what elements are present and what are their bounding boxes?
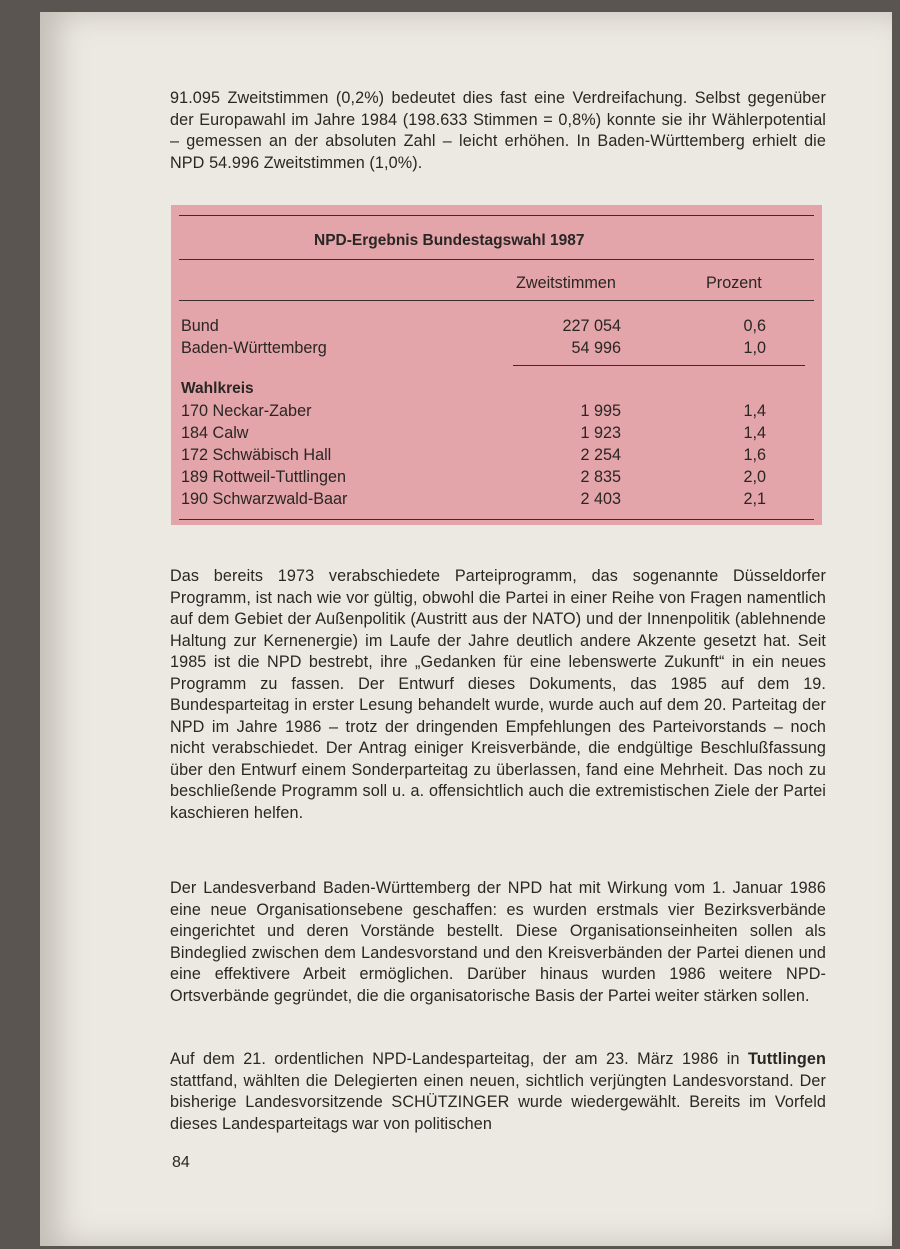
paragraph-4-end: stattfand, wählten die Delegierten einen neuen, sichtlich verjüngten Landesvorstand. Der bisherige Landesvorsitzende SCHÜTZINGER wurde wiedergewählt. Bereits im Vorfeld dieses Landesparteitags war von politischen xyxy=(170,1071,826,1133)
row-percent: 0,6 xyxy=(743,317,766,335)
results-table xyxy=(171,205,822,525)
table-title: NPD-Ergebnis Bundestagswahl 1987 xyxy=(314,232,585,249)
paragraph-2-text: Das bereits 1973 verabschiedete Parteiprogramm, das sogenannte Düsseldorfer Programm, ist nach wie vor gültig, obwohl die Partei in einer Reihe von Fragen namentlich auf dem Gebiet der Außenpolitik (Austritt aus der NATO) und der Innenpolitik (ablehnende Haltung zur Kernenergie) im Laufe der Jahre deutlich andere Akzente gesetzt hat. Seit 1985 ist die NPD bestrebt, ihre „Gedanken für eine lebenswerte Zukunft“ in ein neues Programm zu fassen. Der Entwurf dieses Dokuments, das 1985 auf dem 19. Bundesparteitag in erster Lesung behandelt wurde, wurde auch auf dem 20. Parteitag der NPD im Jahre 1986 – trotz der dringenden Empfehlungen des Parteivorstands – noch nicht verabschiedet. Der Antrag einiger Kreisverbände, die endgültige Beschlußfassung über den Entwurf einem Sonderparteitag zu überlassen, fand eine Mehrheit. Das noch zu beschließende Programm soll u. a. offensichtlich auch die extremistischen Ziele der Partei kaschieren helfen. xyxy=(170,567,826,822)
row-votes: 1 995 xyxy=(580,402,621,420)
paragraph-4 xyxy=(170,1049,826,1135)
row-votes: 54 996 xyxy=(571,339,621,357)
row-percent: 1,6 xyxy=(743,446,766,464)
paragraph-4-bold-place: Tuttlingen xyxy=(747,1050,826,1068)
row-percent: 1,0 xyxy=(743,339,766,357)
paragraph-1-text: 91.095 Zweitstimmen (0,2%) bedeutet dies fast eine Verdreifachung. Selbst gegenüber der Europawahl im Jahre 1984 (198.633 Stimmen = 0,8%) konnte sie ihr Wählerpotential – gemessen an der absoluten Zahl – leicht erhöhen. In Baden-Württemberg erhielt die NPD 54.996 Zweitstimmen (1,0%). xyxy=(170,89,826,172)
table-rule-title xyxy=(179,259,814,260)
paragraph-2 xyxy=(170,566,826,824)
row-percent: 1,4 xyxy=(743,424,766,442)
column-header-percent: Prozent xyxy=(706,274,762,292)
row-name: 170 Neckar-Zaber xyxy=(181,402,312,420)
row-votes: 227 054 xyxy=(562,317,621,335)
paragraph-4-text xyxy=(170,1049,826,1135)
row-name: 184 Calw xyxy=(181,424,249,442)
row-votes: 2 835 xyxy=(580,468,621,486)
table-rule-bottom xyxy=(179,519,814,520)
table-rule-top xyxy=(179,215,814,216)
page-number: 84 xyxy=(172,1154,190,1171)
row-name: Baden-Württemberg xyxy=(181,339,327,357)
table-rule-section xyxy=(513,365,805,366)
row-votes: 2 254 xyxy=(580,446,621,464)
column-header-votes: Zweitstimmen xyxy=(516,274,616,292)
paragraph-3-text: Der Landesverband Baden-Württemberg der NPD hat mit Wirkung vom 1. Januar 1986 eine neue Organisationsebene geschaffen: es wurden erstmals vier Bezirksverbände eingerichtet und deren Vorstände bestellt. Diese Organisationseinheiten sollen als Bindeglied zwischen dem Landesvorstand und den Kreisverbänden der Partei dienen und eine effektivere Arbeit ermöglichen. Darüber hinaus wurden 1986 weitere NPD-Ortsverbände gegründet, die die organisatorische Basis der Partei weiter stärken sollen. xyxy=(170,879,826,1005)
paragraph-4-start: Auf dem 21. ordentlichen NPD-Landesparteitag, der am 23. März 1986 in xyxy=(170,1050,748,1068)
table-rule-header xyxy=(179,300,814,301)
row-name: 172 Schwäbisch Hall xyxy=(181,446,332,464)
row-name: Bund xyxy=(181,317,219,335)
section-label: Wahlkreis xyxy=(181,380,254,397)
row-name: 189 Rottweil-Tuttlingen xyxy=(181,468,346,486)
paragraph-3 xyxy=(170,878,826,1007)
row-votes: 1 923 xyxy=(580,424,621,442)
row-votes: 2 403 xyxy=(580,490,621,508)
row-percent: 2,0 xyxy=(743,468,766,486)
row-percent: 1,4 xyxy=(743,402,766,420)
paragraph-1 xyxy=(170,88,826,174)
row-percent: 2,1 xyxy=(743,490,766,508)
row-name: 190 Schwarzwald-Baar xyxy=(181,490,348,508)
